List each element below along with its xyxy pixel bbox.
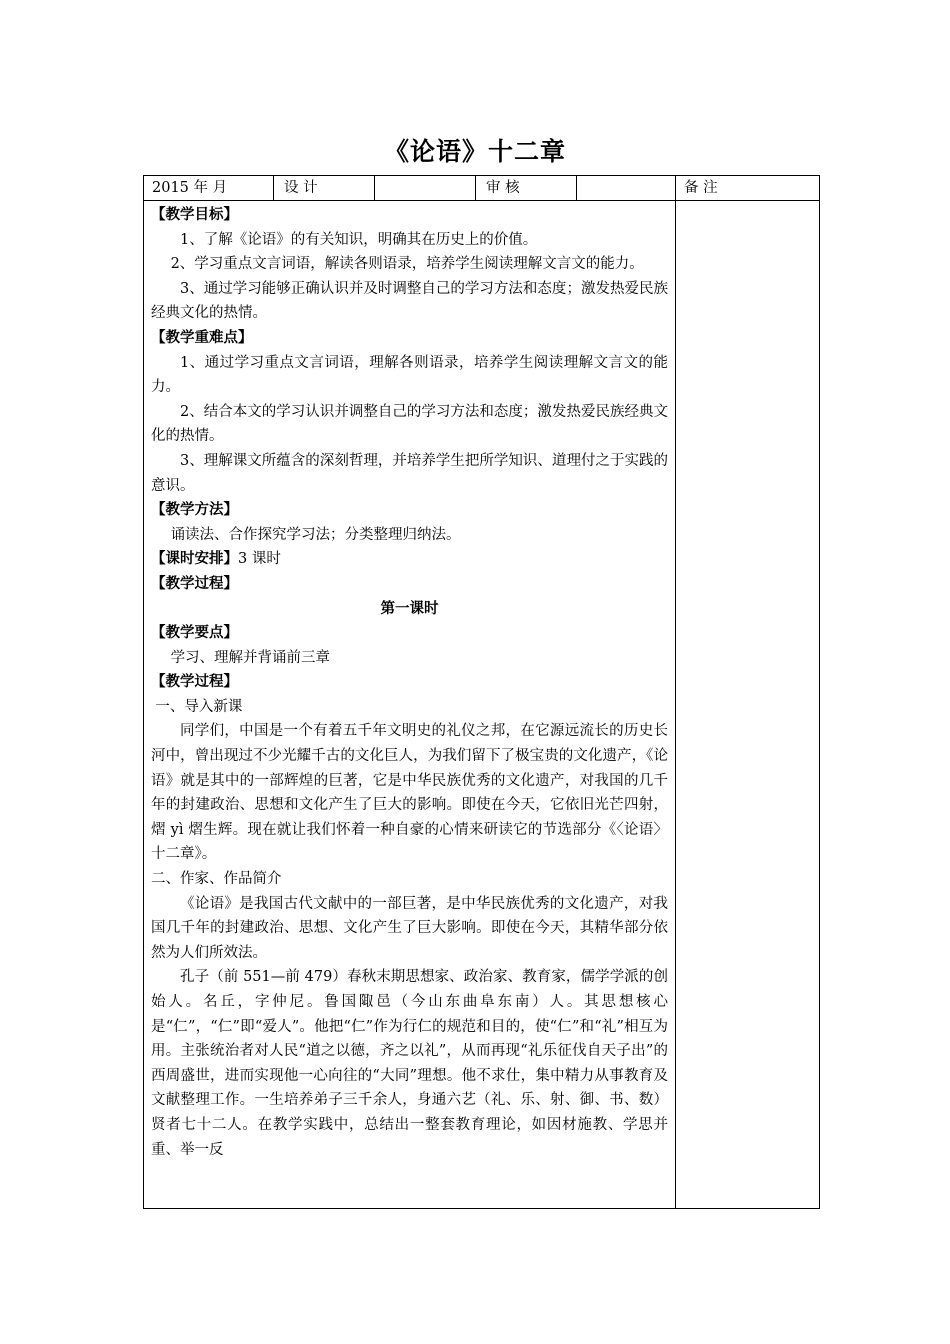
content-row xyxy=(144,201,820,1209)
notes-label-cell: 备 注 xyxy=(676,176,820,201)
main-content-cell xyxy=(144,201,676,1209)
hours-line xyxy=(151,547,668,572)
goal-item-2: 2、学习重点文言词语，解读各则语录，培养学生阅读理解文言文的能力。 xyxy=(170,256,644,273)
section-heading-process: 【教学过程】 xyxy=(151,574,238,592)
step-two-text-2: 孔子（前 551—前 479）春秋末期思想家、政治家、教育家，儒学学派的创始人。名丘，字仲尼。鲁国陬邑（今山东曲阜东南）人。其思想核心是“仁”，“仁”即“爱人”。他把“仁”作为行仁的规范和目的，使“仁”和“礼”相互为用。主张统治者对人民“道之以德，齐之以礼”，从而再现“礼乐征伐自天子出”的西周盛世，进而实现他一心向往的“大同”理想。他不求仕，集中精力从事教育及文献整理工作。一生培养弟子三千余人，身通六艺（礼、乐、射、御、书、数）贤者七十二人。在教学实践中，总结出一整套教育理论，如因材施教、学思并重、举一反 xyxy=(151,969,668,1158)
date-cell: 2015 年 月 xyxy=(144,176,274,201)
section-heading-key-points: 【教学重难点】 xyxy=(151,328,253,346)
review-value-cell xyxy=(577,176,676,201)
design-value-cell xyxy=(375,176,476,201)
step-one-heading: 一、导入新课 xyxy=(155,698,243,715)
notes-cell xyxy=(676,201,820,1209)
goal-item-1: 1、了解《论语》的有关知识，明确其在历史上的价值。 xyxy=(180,231,538,248)
methods-text: 诵读法、合作探究学习法；分类整理归纳法。 xyxy=(170,526,461,543)
review-label-cell: 审 核 xyxy=(476,176,577,201)
hours-value: 3 课时 xyxy=(238,551,281,568)
section-heading-methods: 【教学方法】 xyxy=(151,501,238,519)
teaching-points-text: 学习、理解并背诵前三章 xyxy=(170,649,331,666)
header-row xyxy=(144,176,820,201)
key-item-1: 1、通过学习重点文言词语，理解各则语录，培养学生阅读理解文言文的能力。 xyxy=(151,354,668,396)
page-title: 《论语》十二章 xyxy=(383,137,566,166)
goal-item-3: 3、通过学习能够正确认识并及时调整自己的学习方法和态度；激发热爱民族经典文化的热情。 xyxy=(151,280,668,322)
key-item-2: 2、结合本文的学习认识并调整自己的学习方法和态度；激发热爱民族经典文化的热情。 xyxy=(151,403,668,445)
step-two-heading: 二、作家、作品简介 xyxy=(151,871,282,888)
section-heading-process-2: 【教学过程】 xyxy=(151,673,238,691)
section-heading-goals: 【教学目标】 xyxy=(151,206,238,223)
lesson-plan-table xyxy=(143,175,820,1209)
step-one-text: 同学们，中国是一个有着五千年文明史的礼仪之邦，在它源远流长的历史长河中，曾出现过不少光耀千古的文化巨人，为我们留下了极宝贵的文化遗产，《论语》就是其中的一部辉煌的巨著，它是中华民族优秀的文化遗产，对我国的几千年的封建政治、思想和文化产生了巨大的影响。即使在今天，它依旧光芒四射，熠 yì 熠生辉。现在就让我们怀着一种自豪的心情来研读它的节选部分《〈论语〉十二章》。 xyxy=(151,723,668,863)
step-two-text-1: 《论语》是我国古代文献中的一部巨著，是中华民族优秀的文化遗产，对我国几千年的封建政治、思想、文化产生了巨大影响。即使在今天，其精华部分依然为人们所效法。 xyxy=(151,895,668,961)
lesson-one-heading: 第一课时 xyxy=(380,599,439,617)
key-item-3: 3、理解课文所蕴含的深刻哲理，并培养学生把所学知识、道理付之于实践的意识。 xyxy=(151,452,668,494)
design-label-cell: 设 计 xyxy=(274,176,375,201)
section-heading-hours: 【课时安排】 xyxy=(151,550,238,568)
section-heading-teaching-points: 【教学要点】 xyxy=(151,624,238,642)
